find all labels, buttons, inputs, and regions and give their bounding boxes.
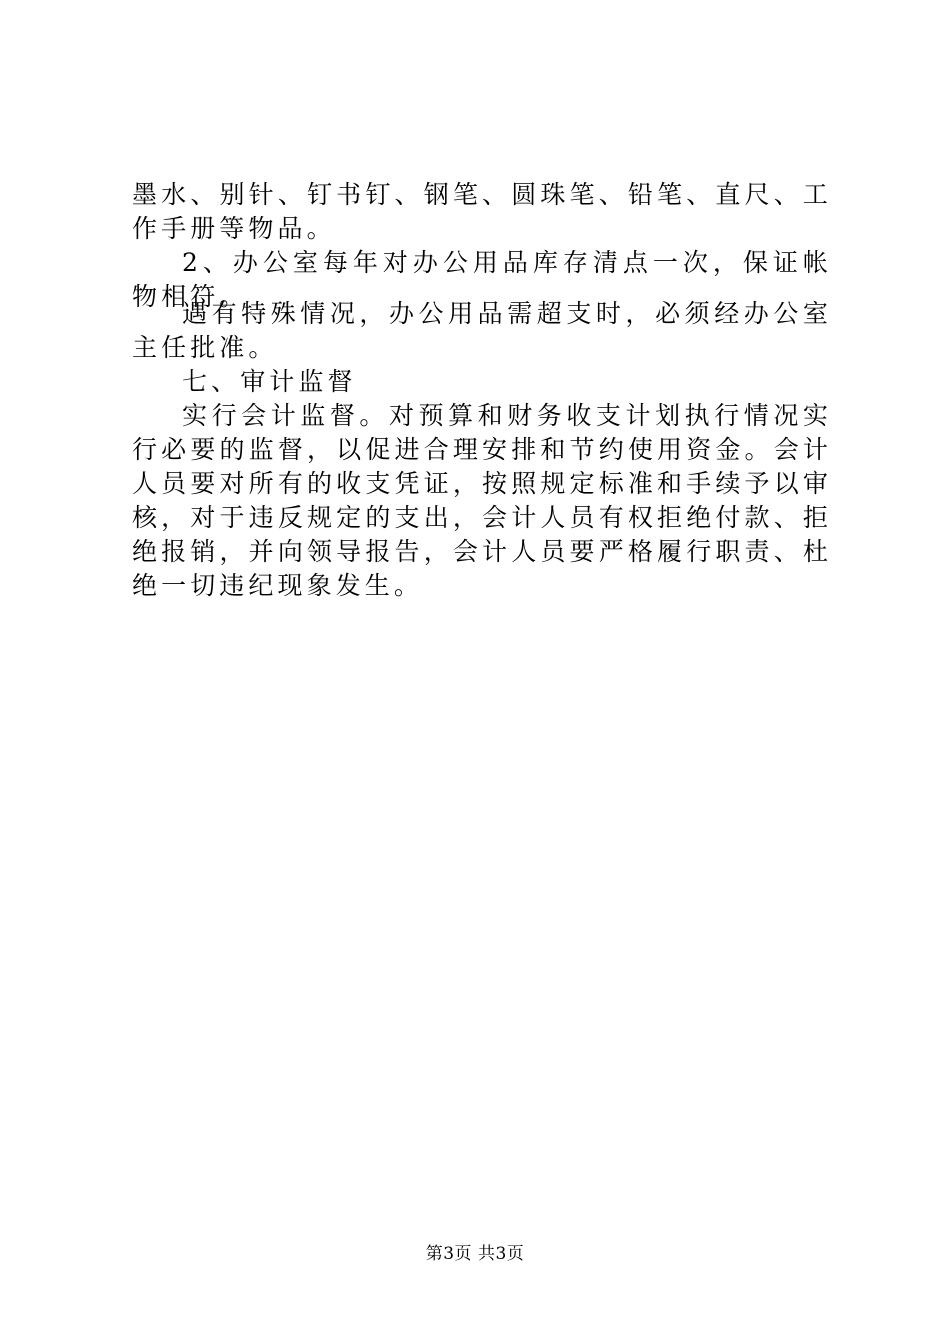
paragraph-special-approval: 遇有特殊情况，办公用品需超支时，必须经办公室主任批准。	[132, 299, 832, 362]
body-text-bottom	[132, 297, 832, 603]
body-text-top	[132, 178, 832, 314]
paragraph-audit-supervision: 实行会计监督。对预算和财务收支计划执行情况实行必要的监督，以促进合理安排和节约使用资金。会计人员要对所有的收支凭证，按照规定标准和手续予以审核，对于违反规定的支出，会计人员有权拒绝付款、拒绝报销，并向领导报告，会计人员要严格履行职责、杜绝一切违纪现象发生。	[132, 401, 832, 600]
page-number-footer: 第3页 共3页	[425, 1244, 525, 1264]
paragraph-inventory-check: 2、办公室每年对办公用品库存清点一次，保证帐物相符。	[132, 248, 832, 311]
section-heading-audit: 七、审计监督	[182, 367, 357, 396]
paragraph-supplies-list: 墨水、别针、钉书钉、钢笔、圆珠笔、铅笔、直尺、工作手册等物品。	[132, 180, 832, 243]
